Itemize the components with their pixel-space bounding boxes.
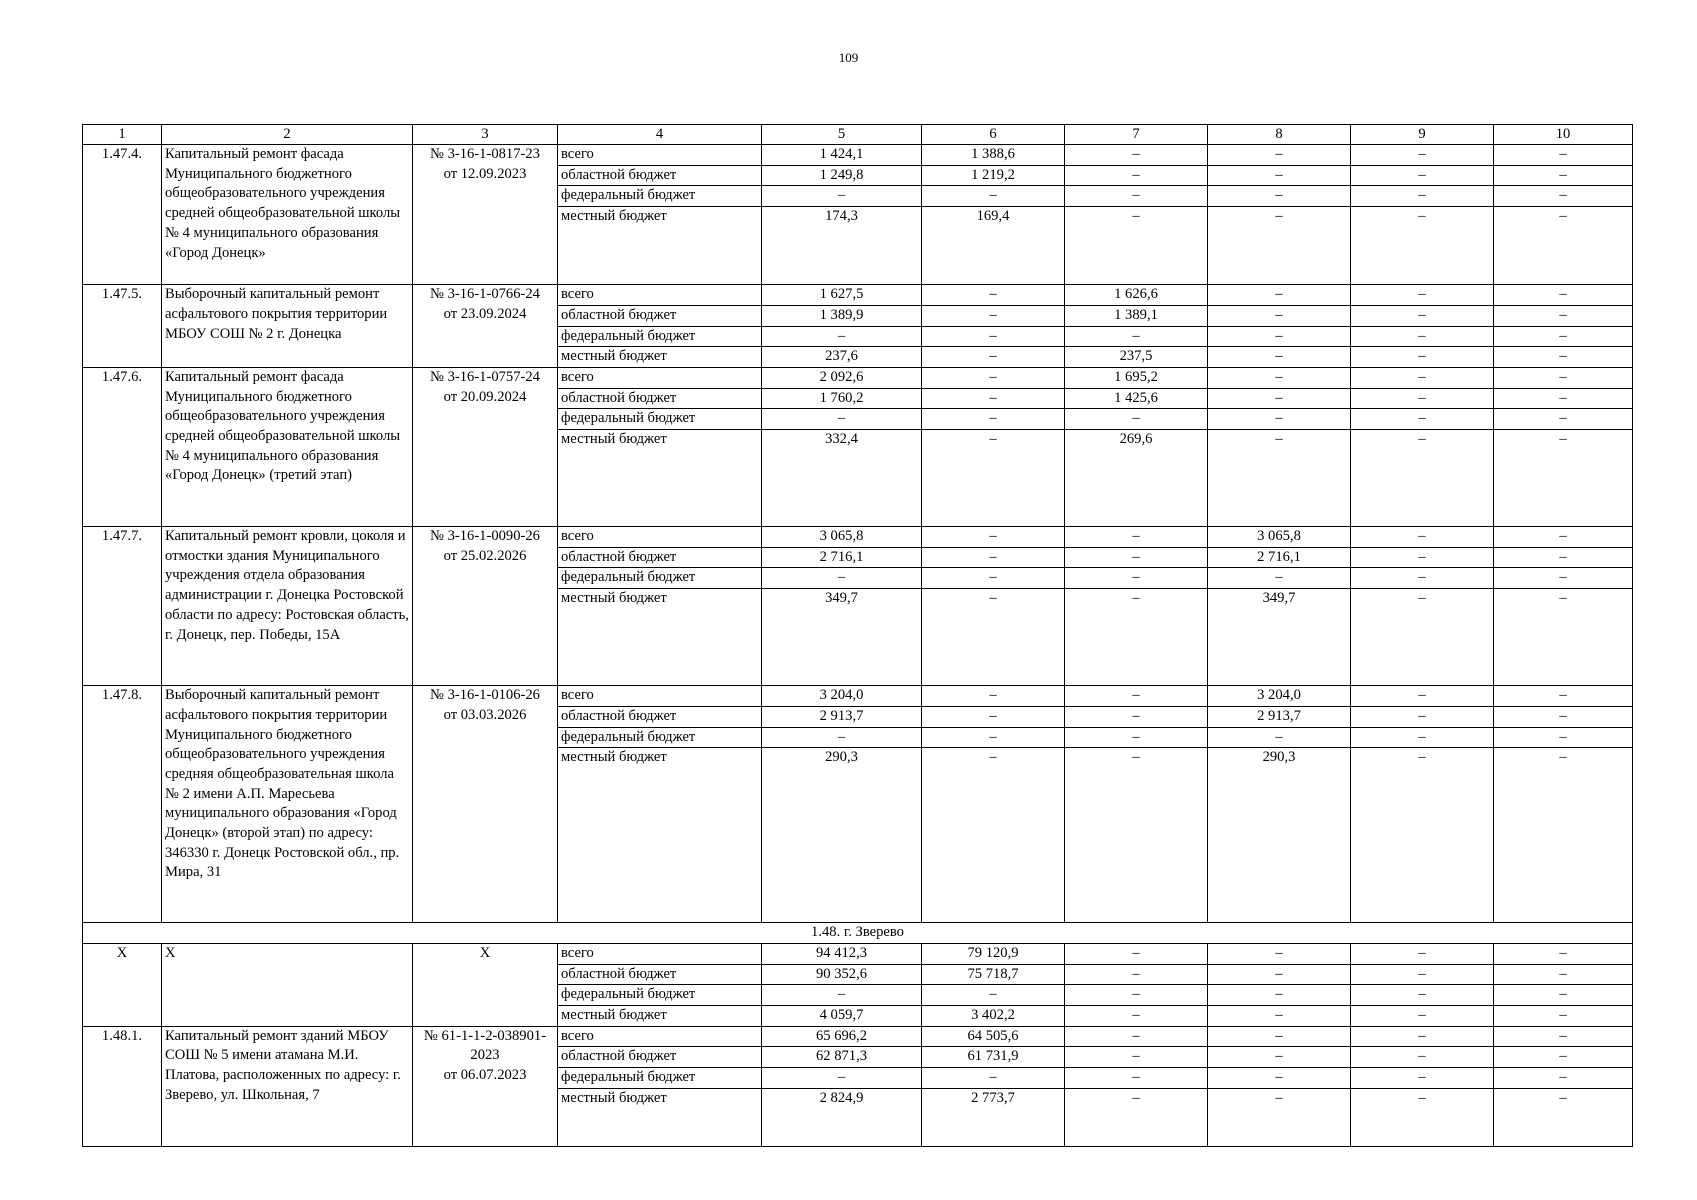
item-name: Х	[162, 943, 413, 1026]
value-col-10: –	[1494, 285, 1633, 306]
value-col-9: –	[1351, 367, 1494, 388]
value-col-10: –	[1494, 1006, 1633, 1027]
value-col-5: 90 352,6	[762, 964, 922, 985]
value-col-10: –	[1494, 527, 1633, 548]
value-col-6: –	[922, 347, 1065, 368]
value-col-9: –	[1351, 589, 1494, 686]
section-row	[83, 923, 1633, 944]
value-col-5: 2 913,7	[762, 706, 922, 727]
value-col-10: –	[1494, 568, 1633, 589]
value-col-7: –	[1065, 1026, 1208, 1047]
funding-source: областной бюджет	[558, 165, 762, 186]
value-col-7: 269,6	[1065, 430, 1208, 527]
value-col-7: –	[1065, 589, 1208, 686]
table-row	[83, 367, 1633, 388]
value-col-7: 237,5	[1065, 347, 1208, 368]
value-col-5: –	[762, 409, 922, 430]
item-name: Выборочный капитальный ремонт асфальтового покрытия территории Муниципального бюджетного общеобразовательного учреждения средняя общеобразовательная школа № 2 имени А.П. Маресьева муниципального образования «Город Донецк» (второй этап) по адресу: 346330 г. Донецк Ростовской обл., пр. Мира, 31	[162, 686, 413, 923]
value-col-7: –	[1065, 326, 1208, 347]
value-col-8: –	[1208, 165, 1351, 186]
value-col-9: –	[1351, 527, 1494, 548]
document-number: № 3-16-1-0757-24	[430, 368, 540, 385]
value-col-10: –	[1494, 388, 1633, 409]
value-col-8: –	[1208, 388, 1351, 409]
value-col-6: 1 219,2	[922, 165, 1065, 186]
section-title: 1.48. г. Зверево	[83, 923, 1633, 944]
value-col-7: 1 695,2	[1065, 367, 1208, 388]
funding-source: областной бюджет	[558, 388, 762, 409]
value-col-8: –	[1208, 409, 1351, 430]
column-number-1: 1	[83, 125, 162, 145]
funding-source: всего	[558, 686, 762, 707]
value-col-9: –	[1351, 568, 1494, 589]
document-cell	[413, 1026, 558, 1146]
funding-source: всего	[558, 367, 762, 388]
value-col-10: –	[1494, 1068, 1633, 1089]
table-row	[83, 145, 1633, 166]
value-col-9: –	[1351, 1088, 1494, 1146]
value-col-7: –	[1065, 943, 1208, 964]
value-col-9: –	[1351, 388, 1494, 409]
item-name: Капитальный ремонт зданий МБОУ СОШ № 5 имени атамана М.И. Платова, расположенных по адресу: г. Зверево, ул. Школьная, 7	[162, 1026, 413, 1146]
funding-source: местный бюджет	[558, 1006, 762, 1027]
value-col-6: –	[922, 748, 1065, 923]
value-col-10: –	[1494, 727, 1633, 748]
value-col-5: 1 424,1	[762, 145, 922, 166]
value-col-9: –	[1351, 305, 1494, 326]
value-col-7: –	[1065, 1047, 1208, 1068]
value-col-10: –	[1494, 964, 1633, 985]
funding-source: местный бюджет	[558, 748, 762, 923]
value-col-7: –	[1065, 186, 1208, 207]
value-col-5: 237,6	[762, 347, 922, 368]
funding-source: областной бюджет	[558, 964, 762, 985]
funding-source: федеральный бюджет	[558, 985, 762, 1006]
value-col-8: –	[1208, 1026, 1351, 1047]
value-col-9: –	[1351, 1068, 1494, 1089]
value-col-7: –	[1065, 1068, 1208, 1089]
value-col-9: –	[1351, 326, 1494, 347]
value-col-9: –	[1351, 1026, 1494, 1047]
page-number: 109	[838, 50, 859, 65]
column-number-5: 5	[762, 125, 922, 145]
value-col-10: –	[1494, 305, 1633, 326]
value-col-10: –	[1494, 706, 1633, 727]
column-number-3: 3	[413, 125, 558, 145]
table-row	[83, 527, 1633, 548]
value-col-7: –	[1065, 748, 1208, 923]
item-name: Капитальный ремонт кровли, цоколя и отмостки здания Муниципального учреждения отдела образования администрации г. Донецка Ростовской области по адресу: Ростовская область, г. Донецк, пер. Победы, 15А	[162, 527, 413, 686]
value-col-8: –	[1208, 1006, 1351, 1027]
value-col-6: –	[922, 388, 1065, 409]
document-number: № 3-16-1-0766-24	[430, 286, 540, 303]
value-col-5: –	[762, 186, 922, 207]
value-col-7: –	[1065, 568, 1208, 589]
funding-source: областной бюджет	[558, 706, 762, 727]
value-col-6: –	[922, 367, 1065, 388]
value-col-8: 2 716,1	[1208, 547, 1351, 568]
value-col-7: –	[1065, 165, 1208, 186]
column-number-6: 6	[922, 125, 1065, 145]
funding-source: федеральный бюджет	[558, 326, 762, 347]
funding-source: местный бюджет	[558, 430, 762, 527]
document-cell	[413, 367, 558, 526]
value-col-10: –	[1494, 326, 1633, 347]
table-row	[83, 686, 1633, 707]
document-date: от 23.09.2024	[443, 305, 527, 322]
value-col-5: 4 059,7	[762, 1006, 922, 1027]
funding-source: всего	[558, 943, 762, 964]
value-col-8: –	[1208, 943, 1351, 964]
value-col-10: –	[1494, 409, 1633, 430]
value-col-6: –	[922, 568, 1065, 589]
column-number-9: 9	[1351, 125, 1494, 145]
value-col-10: –	[1494, 430, 1633, 527]
value-col-10: –	[1494, 985, 1633, 1006]
funding-source: областной бюджет	[558, 1047, 762, 1068]
value-col-8: 290,3	[1208, 748, 1351, 923]
value-col-8: –	[1208, 1047, 1351, 1068]
value-col-5: 290,3	[762, 748, 922, 923]
value-col-6: 75 718,7	[922, 964, 1065, 985]
value-col-7: –	[1065, 964, 1208, 985]
value-col-10: –	[1494, 367, 1633, 388]
funding-source: федеральный бюджет	[558, 186, 762, 207]
value-col-5: –	[762, 727, 922, 748]
value-col-7: –	[1065, 145, 1208, 166]
funding-source: всего	[558, 145, 762, 166]
value-col-7: –	[1065, 727, 1208, 748]
value-col-7: 1 626,6	[1065, 285, 1208, 306]
document-date: от 25.02.2026	[443, 547, 527, 564]
value-col-6: –	[922, 430, 1065, 527]
funding-source: местный бюджет	[558, 589, 762, 686]
value-col-5: –	[762, 568, 922, 589]
value-col-5: 1 249,8	[762, 165, 922, 186]
value-col-8: –	[1208, 1068, 1351, 1089]
value-col-9: –	[1351, 186, 1494, 207]
item-name: Капитальный ремонт фасада Муниципального бюджетного общеобразовательного учреждения средней общеобразовательной школы № 4 муниципального образования «Город Донецк» (третий этап)	[162, 367, 413, 526]
value-col-6: 79 120,9	[922, 943, 1065, 964]
value-col-5: 349,7	[762, 589, 922, 686]
value-col-9: –	[1351, 430, 1494, 527]
column-number-8: 8	[1208, 125, 1351, 145]
value-col-8: –	[1208, 207, 1351, 285]
value-col-6: 1 388,6	[922, 145, 1065, 166]
value-col-5: 1 627,5	[762, 285, 922, 306]
table-row	[83, 943, 1633, 964]
value-col-9: –	[1351, 207, 1494, 285]
item-number: 1.47.5.	[83, 285, 162, 368]
funding-source: всего	[558, 527, 762, 548]
document-date: от 20.09.2024	[443, 388, 527, 405]
value-col-8: –	[1208, 1088, 1351, 1146]
value-col-8: –	[1208, 347, 1351, 368]
value-col-10: –	[1494, 547, 1633, 568]
value-col-9: –	[1351, 727, 1494, 748]
value-col-10: –	[1494, 145, 1633, 166]
item-name: Выборочный капитальный ремонт асфальтового покрытия территории МБОУ СОШ № 2 г. Донецка	[162, 285, 413, 368]
document-date: от 12.09.2023	[443, 165, 527, 182]
value-col-9: –	[1351, 547, 1494, 568]
header-row	[83, 125, 1633, 145]
funding-source: федеральный бюджет	[558, 727, 762, 748]
funding-source: местный бюджет	[558, 207, 762, 285]
document-cell: Х	[413, 943, 558, 1026]
value-col-8: –	[1208, 186, 1351, 207]
value-col-8: –	[1208, 568, 1351, 589]
value-col-5: 174,3	[762, 207, 922, 285]
value-col-10: –	[1494, 748, 1633, 923]
value-col-9: –	[1351, 706, 1494, 727]
value-col-8: –	[1208, 964, 1351, 985]
value-col-10: –	[1494, 165, 1633, 186]
column-number-10: 10	[1494, 125, 1633, 145]
value-col-6: –	[922, 727, 1065, 748]
item-number: 1.47.6.	[83, 367, 162, 526]
item-number: 1.47.7.	[83, 527, 162, 686]
value-col-10: –	[1494, 207, 1633, 285]
item-number: 1.48.1.	[83, 1026, 162, 1146]
value-col-10: –	[1494, 1088, 1633, 1146]
value-col-5: 94 412,3	[762, 943, 922, 964]
value-col-7: –	[1065, 686, 1208, 707]
value-col-10: –	[1494, 943, 1633, 964]
value-col-8: 3 065,8	[1208, 527, 1351, 548]
table-row	[83, 1026, 1633, 1047]
funding-source: федеральный бюджет	[558, 568, 762, 589]
funding-source: местный бюджет	[558, 347, 762, 368]
document-number: № 3-16-1-0106-26	[430, 687, 540, 704]
value-col-5: 62 871,3	[762, 1047, 922, 1068]
value-col-7: –	[1065, 706, 1208, 727]
document-cell	[413, 285, 558, 368]
funding-source: местный бюджет	[558, 1088, 762, 1146]
value-col-5: 1 389,9	[762, 305, 922, 326]
value-col-9: –	[1351, 964, 1494, 985]
document-cell	[413, 686, 558, 923]
value-col-7: –	[1065, 985, 1208, 1006]
value-col-7: –	[1065, 1006, 1208, 1027]
value-col-6: 64 505,6	[922, 1026, 1065, 1047]
value-col-6: –	[922, 985, 1065, 1006]
value-col-6: –	[922, 706, 1065, 727]
value-col-9: –	[1351, 748, 1494, 923]
funding-source: всего	[558, 285, 762, 306]
funding-source: федеральный бюджет	[558, 1068, 762, 1089]
item-name: Капитальный ремонт фасада Муниципального бюджетного общеобразовательного учреждения средней общеобразовательной школы № 4 муниципального образования «Город Донецк»	[162, 145, 413, 285]
document-cell	[413, 527, 558, 686]
value-col-7: 1 389,1	[1065, 305, 1208, 326]
value-col-10: –	[1494, 589, 1633, 686]
document-number: № 3-16-1-0090-26	[430, 528, 540, 545]
value-col-8: –	[1208, 985, 1351, 1006]
funding-source: областной бюджет	[558, 305, 762, 326]
value-col-9: –	[1351, 1006, 1494, 1027]
value-col-6: 2 773,7	[922, 1088, 1065, 1146]
value-col-9: –	[1351, 943, 1494, 964]
value-col-8: –	[1208, 326, 1351, 347]
column-number-2: 2	[162, 125, 413, 145]
value-col-5: –	[762, 1068, 922, 1089]
value-col-7: –	[1065, 207, 1208, 285]
value-col-9: –	[1351, 985, 1494, 1006]
value-col-10: –	[1494, 186, 1633, 207]
item-number: Х	[83, 943, 162, 1026]
value-col-5: 2 716,1	[762, 547, 922, 568]
document-cell	[413, 145, 558, 285]
document-number: № 3-16-1-0817-23	[430, 146, 540, 162]
value-col-6: –	[922, 527, 1065, 548]
table-body	[83, 125, 1633, 1147]
value-col-9: –	[1351, 165, 1494, 186]
item-number: 1.47.8.	[83, 686, 162, 923]
funding-source: областной бюджет	[558, 547, 762, 568]
value-col-9: –	[1351, 409, 1494, 430]
value-col-8: 349,7	[1208, 589, 1351, 686]
value-col-6: 61 731,9	[922, 1047, 1065, 1068]
value-col-6: –	[922, 589, 1065, 686]
value-col-8: 3 204,0	[1208, 686, 1351, 707]
funding-source: всего	[558, 1026, 762, 1047]
value-col-6: –	[922, 686, 1065, 707]
value-col-5: 332,4	[762, 430, 922, 527]
funding-source: федеральный бюджет	[558, 409, 762, 430]
column-number-4: 4	[558, 125, 762, 145]
value-col-6: –	[922, 285, 1065, 306]
value-col-7: –	[1065, 527, 1208, 548]
value-col-8: –	[1208, 145, 1351, 166]
value-col-7: –	[1065, 409, 1208, 430]
value-col-9: –	[1351, 145, 1494, 166]
value-col-6: –	[922, 305, 1065, 326]
value-col-6: –	[922, 1068, 1065, 1089]
value-col-5: 2 824,9	[762, 1088, 922, 1146]
value-col-9: –	[1351, 347, 1494, 368]
column-number-7: 7	[1065, 125, 1208, 145]
value-col-6: –	[922, 326, 1065, 347]
value-col-5: 1 760,2	[762, 388, 922, 409]
value-col-10: –	[1494, 686, 1633, 707]
value-col-9: –	[1351, 1047, 1494, 1068]
value-col-8: –	[1208, 430, 1351, 527]
value-col-5: 3 204,0	[762, 686, 922, 707]
value-col-7: –	[1065, 1088, 1208, 1146]
value-col-5: 65 696,2	[762, 1026, 922, 1047]
value-col-6: 169,4	[922, 207, 1065, 285]
value-col-8: –	[1208, 367, 1351, 388]
value-col-8: 2 913,7	[1208, 706, 1351, 727]
value-col-10: –	[1494, 1026, 1633, 1047]
value-col-9: –	[1351, 686, 1494, 707]
value-col-6: –	[922, 409, 1065, 430]
value-col-8: –	[1208, 285, 1351, 306]
value-col-6: –	[922, 547, 1065, 568]
value-col-7: –	[1065, 547, 1208, 568]
value-col-6: –	[922, 186, 1065, 207]
value-col-5: –	[762, 326, 922, 347]
value-col-9: –	[1351, 285, 1494, 306]
value-col-5: 2 092,6	[762, 367, 922, 388]
document-date: от 03.03.2026	[443, 706, 527, 723]
value-col-5: 3 065,8	[762, 527, 922, 548]
value-col-8: –	[1208, 727, 1351, 748]
document-date: от 06.07.2023	[443, 1067, 527, 1084]
value-col-5: –	[762, 985, 922, 1006]
value-col-8: –	[1208, 305, 1351, 326]
value-col-7: 1 425,6	[1065, 388, 1208, 409]
table-row	[83, 285, 1633, 306]
budget-table	[82, 124, 1633, 1147]
item-number: 1.47.4.	[83, 145, 162, 285]
value-col-10: –	[1494, 347, 1633, 368]
document-number: № 61-1-1-2-038901-2023	[423, 1027, 547, 1064]
value-col-6: 3 402,2	[922, 1006, 1065, 1027]
value-col-10: –	[1494, 1047, 1633, 1068]
